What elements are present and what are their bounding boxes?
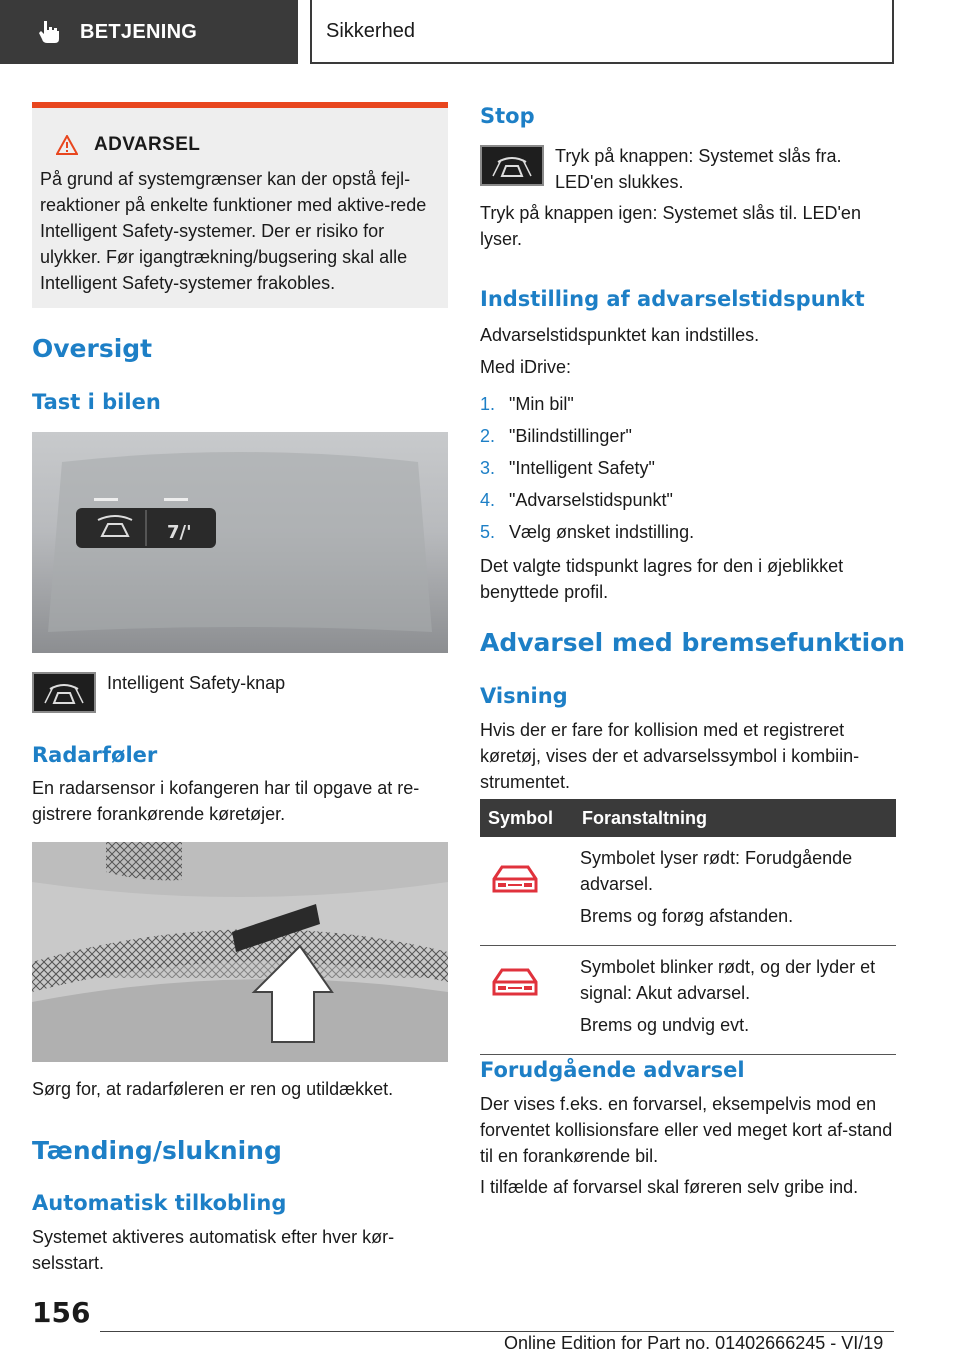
button-photo: [32, 432, 448, 653]
visning-text: Hvis der er fare for kollision med et registreret køretøj, vises der et advarselssymbol i kombiin-strumentet.: [480, 720, 860, 792]
warning-title: ADVARSEL: [94, 134, 201, 155]
button-caption: Intelligent Safety-knap: [107, 673, 286, 693]
heading-automatisk-tilkobling: Automatisk tilkobling: [32, 1191, 287, 1215]
auto-text: Systemet aktiveres automatisk efter hver kør-selsstart.: [32, 1227, 395, 1273]
footer-divider: [100, 1331, 894, 1332]
list-item: 3. "Intelligent Safety": [480, 458, 655, 478]
list-item: 4. "Advarselstidspunkt": [480, 490, 673, 510]
heading-taending: Tænding/slukning: [32, 1136, 282, 1165]
row-2-action: Brems og undvig evt.: [580, 1015, 750, 1035]
svg-text:7/': 7/': [167, 522, 192, 543]
warning-text: På grund af systemgrænser kan der opstå fejl-reaktioner på enkelte funktioner med aktive-rede Intelligent Safety-systemer. Der er risiko for ulykker. Før igangtrækning/bugsering skal alle Intelligent Safety-systemer frakobles.: [40, 169, 427, 293]
col-symbol-header: Symbol: [480, 799, 574, 837]
heading-tast-i-bilen: Tast i bilen: [32, 390, 161, 414]
heading-indstilling: Indstilling af advarselstidspunkt: [480, 287, 865, 311]
list-item: 2. "Bilindstillinger": [480, 426, 632, 446]
radar-text: En radarsensor i kofangeren har til opgave at re-gistrere forankørende køretøjer.: [32, 778, 420, 824]
idrive-steps-list: [480, 388, 694, 548]
warning-box: [32, 102, 448, 308]
row-1-text: Symbolet lyser rødt: Forudgående advarsel.: [580, 848, 853, 894]
section-tab[interactable]: [0, 0, 298, 64]
stop-text: Tryk på knappen: Systemet slås fra. LED'en slukkes.: [555, 146, 842, 192]
section-label: BETJENING: [80, 20, 198, 43]
forud-text-2: I tilfælde af forvarsel skal føreren selv gribe ind.: [480, 1177, 859, 1197]
table-row: [480, 946, 896, 1055]
page-number: 156: [32, 1296, 91, 1329]
intelligent-safety-button-icon: [480, 145, 544, 186]
warning-triangle-icon: [56, 135, 78, 155]
heading-radarfoler: Radarføler: [32, 743, 158, 767]
hand-pointer-icon: [36, 19, 62, 45]
red-car-icon: [490, 964, 540, 1000]
table-row: [480, 837, 896, 946]
indstilling-text: Advarselstidspunktet kan indstilles.: [480, 325, 760, 345]
stop-text-2: Tryk på knappen igen: Systemet slås til. LED'en lyser.: [480, 203, 861, 249]
heading-stop: Stop: [480, 104, 535, 128]
intelligent-safety-button-icon: [32, 672, 96, 713]
col-action-header: Foranstaltning: [574, 799, 896, 837]
heading-advarsel-bremsefunktion: Advarsel med bremsefunktion: [480, 628, 906, 657]
saved-text: Det valgte tidspunkt lagres for den i øjeblikket benyttede profil.: [480, 556, 844, 602]
chapter-label: Sikkerhed: [326, 19, 415, 42]
list-item: 5. Vælg ønsket indstilling.: [480, 522, 695, 542]
row-1-action: Brems og forøg afstanden.: [580, 906, 794, 926]
symbol-table: [480, 799, 896, 1055]
bumper-photo: [32, 842, 448, 1062]
row-2-text: Symbolet blinker rødt, og der lyder et signal: Akut advarsel.: [580, 957, 876, 1003]
footer-edition: Online Edition for Part no. 01402666245 - VI/19: [504, 1333, 884, 1353]
radar-note: Sørg for, at radarføleren er ren og utildækket.: [32, 1079, 394, 1099]
red-car-icon: [490, 861, 540, 897]
chapter-tab[interactable]: [310, 0, 894, 64]
heading-oversigt: Oversigt: [32, 334, 153, 363]
idrive-label: Med iDrive:: [480, 357, 572, 377]
forud-text: Der vises f.eks. en forvarsel, eksempelvis mod en forventet kollisionsfare eller ved meget kort af-stand til en forankørende bil.: [480, 1094, 893, 1166]
heading-visning: Visning: [480, 684, 568, 708]
heading-forudgaaende: Forudgående advarsel: [480, 1058, 745, 1082]
list-item: 1. "Min bil": [480, 394, 574, 414]
